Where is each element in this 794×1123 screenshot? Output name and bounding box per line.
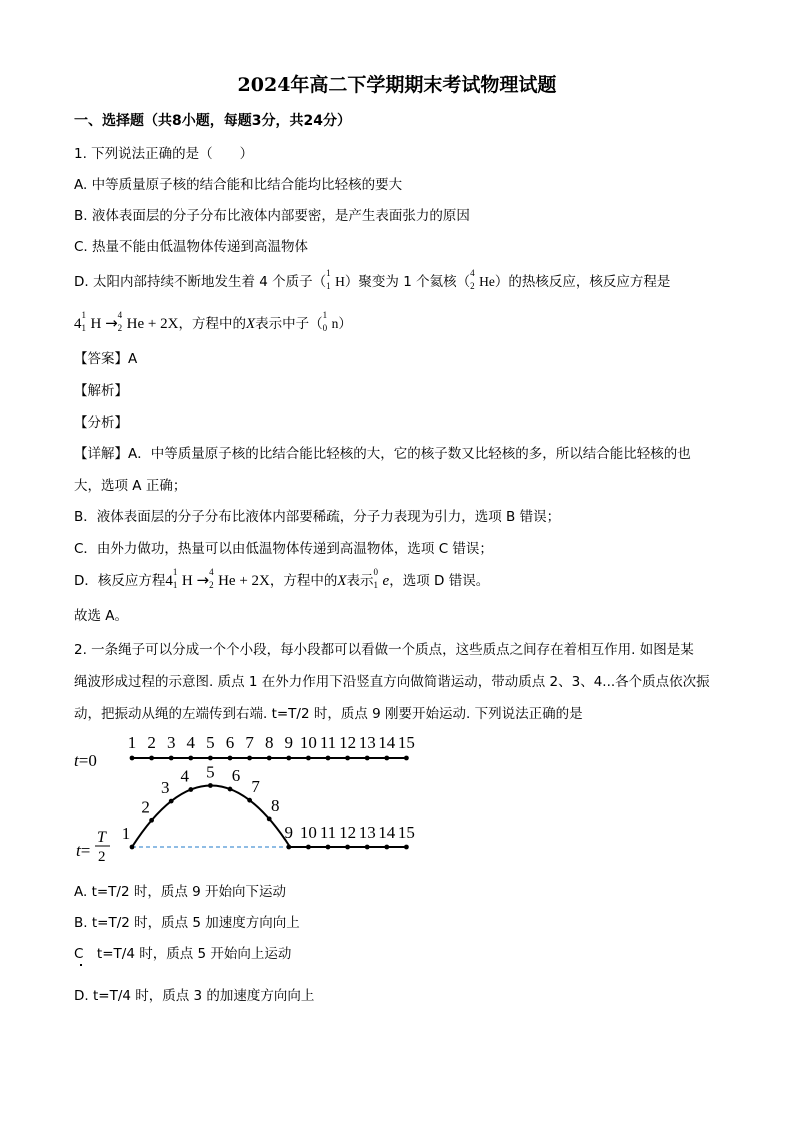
particle-number-t0: 6 <box>225 733 235 752</box>
stray-dot <box>80 964 82 966</box>
q1-analysis-label: 【解析】 <box>74 383 128 399</box>
particle-dot-t0 <box>267 756 272 761</box>
detail-text-a: A．中等质量原子核的比结合能比轻核的大，它的核子数又比轻核的多，所以结合能比轻核的也 <box>128 446 691 462</box>
particle-number-t-half: 13 <box>358 823 376 842</box>
particle-number-t-half: 7 <box>251 777 260 797</box>
t0-label: t=0 <box>74 751 97 770</box>
answer-label: 【答案】 <box>74 351 128 367</box>
particle-number-t0: 14 <box>378 733 396 752</box>
q1-option-a: A. 中等质量原子核的结合能和比结合能均比轻核的要大 <box>74 177 403 193</box>
particle-number-t0: 11 <box>319 733 337 752</box>
particle-dot-t-half <box>228 787 233 792</box>
particle-number-t-half: 2 <box>141 797 150 817</box>
detail-d-text2: ，方程中的 <box>269 573 338 589</box>
particle-number-t-half: 11 <box>319 823 337 842</box>
particle-dot-t0 <box>404 756 409 761</box>
particle-dot-t0 <box>326 756 331 761</box>
q1-option-d-text2: ）聚变为 1 个氦核（ <box>344 274 471 290</box>
proton-symbol: 1 1 H <box>326 268 345 291</box>
particle-number-t0: 1 <box>127 733 137 752</box>
particle-dot-t-half <box>384 845 389 850</box>
particle-number-t-half: 8 <box>270 795 280 815</box>
frac-den: 2 <box>98 849 106 865</box>
q1-stem: 1. 下列说法正确的是（ ） <box>74 146 254 162</box>
particle-dot-t0 <box>384 756 389 761</box>
particle-number-t-half: 14 <box>378 823 396 842</box>
particle-dot-t0 <box>306 756 311 761</box>
t-half-label: t= <box>76 841 91 860</box>
particle-number-t-half: 5 <box>206 762 215 782</box>
particle-number-t0: 9 <box>284 733 294 752</box>
symbol-x: X <box>245 316 256 332</box>
particle-number-t0: 8 <box>264 733 274 752</box>
particle-dot-t0 <box>149 756 154 761</box>
q1-choose: 故选 A。 <box>74 608 129 624</box>
particle-dot-t-half <box>286 845 291 850</box>
q2-option-c: C t=T/4 时，质点 5 开始向上运动 <box>74 946 292 962</box>
particle-number-t0: 2 <box>147 733 156 752</box>
q1-option-c: C. 热量不能由低温物体传递到高温物体 <box>74 239 309 255</box>
particle-number-t0: 4 <box>186 733 196 752</box>
particle-number-t0: 7 <box>245 733 254 752</box>
q1-detail-b: B．液体表面层的分子分布比液体内部要稀疏，分子力表现为引力，选项 B 错误； <box>74 509 561 525</box>
q2-option-d: D. t=T/4 时，质点 3 的加速度方向向上 <box>74 988 315 1004</box>
q2-stem-2: 绳波形成过程的示意图. 质点 1 在外力作用下沿竖直方向做简谐运动，带动质点 2、3、4...各个质点依次振 <box>74 674 710 690</box>
reaction-equation: 4 1 1 H → 4 2 He + 2X <box>74 310 179 333</box>
q2-stem-1: 2. 一条绳子可以分成一个个小段，每小段都可以看做一个质点，这些质点之间存在着相互作用. 如图是某 <box>74 642 694 658</box>
particle-dot-t-half <box>130 845 135 850</box>
particle-dot-t-half <box>326 845 331 850</box>
section-heading: 一、选择题（共8小题，每题3分，共24分） <box>74 113 351 129</box>
detail-d-text4: ，选项 D 错误。 <box>389 573 490 589</box>
particle-number-t-half: 12 <box>339 823 357 842</box>
particle-dot-t-half <box>267 816 272 821</box>
q1-equation: 4 1 1 H → 4 2 He + 2X，方程中的X表示中子（ 1 0 n） <box>74 310 352 333</box>
q1-option-d-text3: ）的热核反应，核反应方程是 <box>494 274 671 290</box>
q2-option-a: A. t=T/2 时，质点 9 开始向下运动 <box>74 884 287 900</box>
detail-d-text3: 表示 <box>346 573 374 589</box>
particle-dot-t0 <box>208 756 213 761</box>
particle-dot-t-half <box>306 845 311 850</box>
particle-number-t0: 12 <box>339 733 357 752</box>
particle-dot-t0 <box>169 756 174 761</box>
q1-option-d <box>74 270 670 290</box>
detail-label: 【详解】 <box>74 446 128 462</box>
q2-option-b: B. t=T/2 时，质点 5 加速度方向向上 <box>74 915 300 931</box>
reaction-equation-2: 4 1 1 H → 4 2 He + 2X <box>165 567 270 590</box>
q1-option-d-text: D. 太阳内部持续不断地发生着 4 个质子（ <box>74 274 327 290</box>
frac-num: T <box>97 829 106 846</box>
page-title: 2024年高二下学期期末考试物理试题 <box>237 74 557 96</box>
q1-answer <box>74 347 137 367</box>
q1-equation-text2: 表示中子（ <box>255 316 323 332</box>
symbol-x-2: X <box>337 573 347 589</box>
q1-equation-text: ，方程中的 <box>178 316 246 332</box>
particle-number-t0: 3 <box>166 733 176 752</box>
particle-number-t-half: 6 <box>231 766 241 786</box>
q1-detail-d <box>74 569 489 590</box>
particle-number-t-half: 4 <box>180 766 190 786</box>
particle-dot-t-half <box>188 787 193 792</box>
wave-diagram <box>70 728 430 866</box>
particle-dot-t0 <box>345 756 350 761</box>
q1-detail-c: C．由外力做功，热量可以由低温物体传递到高温物体，选项 C 错误； <box>74 541 493 557</box>
positron-symbol: 0 1 e <box>373 567 390 590</box>
particle-number-t0: 10 <box>299 733 317 752</box>
q1-fenxi-label: 【分析】 <box>74 415 128 431</box>
q2-stem-3: 动，把振动从绳的左端传到右端. t=T/2 时，质点 9 刚要开始运动. 下列说法正确的是 <box>74 706 583 722</box>
helium-symbol: 4 2 He <box>470 268 495 291</box>
neutron-symbol: 1 0 n <box>322 310 339 333</box>
particle-dot-t-half <box>365 845 370 850</box>
particle-dot-t-half <box>404 845 409 850</box>
particle-dot-t-half <box>208 783 213 788</box>
answer-value: A <box>128 351 138 367</box>
q1-option-b: B. 液体表面层的分子分布比液体内部要密，是产生表面张力的原因 <box>74 208 470 224</box>
particle-dot-t-half <box>247 798 252 803</box>
particle-dot-t-half <box>169 799 174 804</box>
particle-number-t0: 15 <box>397 733 415 752</box>
particle-dot-t0 <box>247 756 252 761</box>
particle-dot-t0 <box>286 756 291 761</box>
particle-dot-t0 <box>188 756 193 761</box>
particle-dot-t-half <box>345 845 350 850</box>
particle-dot-t0 <box>365 756 370 761</box>
particle-number-t0: 13 <box>358 733 376 752</box>
particle-number-t-half: 10 <box>299 823 317 842</box>
q1-detail-a2: 大，选项 A 正确； <box>74 478 187 494</box>
particle-number-t0: 5 <box>206 733 215 752</box>
particle-number-t-half: 1 <box>121 824 131 843</box>
particle-dot-t0 <box>130 756 135 761</box>
particle-dot-t0 <box>228 756 233 761</box>
q1-detail-a1 <box>74 442 691 462</box>
particle-number-t-half: 3 <box>160 778 170 798</box>
particle-number-t-half: 15 <box>397 823 415 842</box>
detail-d-text: D．核反应方程 <box>74 573 166 589</box>
wave-crest <box>132 786 290 848</box>
particle-number-t-half: 9 <box>284 823 294 842</box>
particle-dot-t-half <box>149 818 154 823</box>
